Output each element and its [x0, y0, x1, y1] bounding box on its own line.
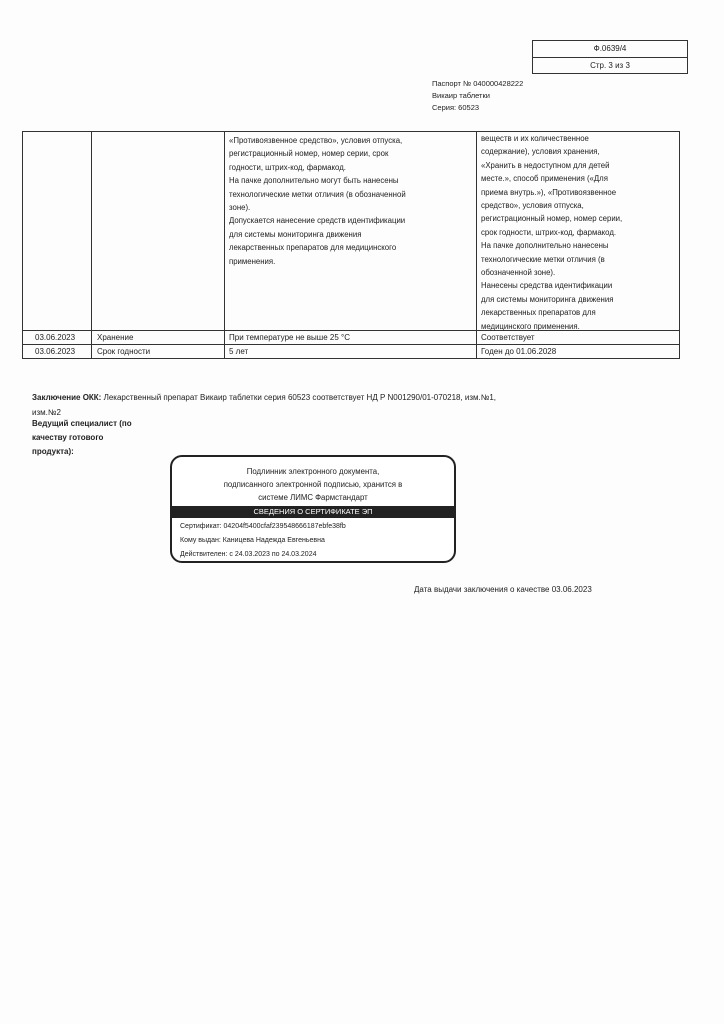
col-divider	[224, 132, 225, 358]
requirement-line: применения.	[229, 256, 276, 266]
product-name: Викаир таблетки	[432, 91, 490, 100]
requirement-line: годности, штрих-код, фармакод.	[229, 162, 346, 172]
row-date: 03.06.2023	[35, 347, 76, 356]
result-line: регистрационный номер, номер серии,	[481, 214, 623, 224]
results-text	[481, 132, 622, 333]
requirement-line: зоне).	[229, 203, 251, 213]
stamp-certificate: Сертификат: 04204f5400cfaf239548666187ebfe38fb	[180, 523, 346, 530]
result-line: средство», условия отпуска,	[481, 201, 584, 211]
result-line: медицинского применения.	[481, 321, 580, 331]
col-divider	[91, 132, 92, 358]
stamp-text: системе ЛИМС Фармстандарт	[258, 493, 368, 502]
stamp-issued-to: Кому выдан: Каницева Надежда Евгеньевна	[180, 537, 325, 544]
stamp-validity: Действителен: с 24.03.2023 по 24.03.2024	[180, 551, 317, 558]
requirement-line: На пачке дополнительно могут быть нанесены	[229, 176, 399, 186]
requirement-line: «Противоязвенное средство», условия отпуска,	[229, 136, 403, 145]
row-date: 03.06.2023	[35, 333, 76, 342]
result-line: приема внутрь.»), «Противоязвенное	[481, 187, 617, 197]
result-line: На пачке дополнительно нанесены	[481, 241, 609, 251]
stamp-band: СВЕДЕНИЯ О СЕРТИФИКАТЕ ЭП	[172, 506, 454, 518]
quality-table	[22, 131, 680, 359]
result-line: срок годности, штрих-код, фармакод.	[481, 227, 617, 237]
requirement-line: Допускается нанесение средств идентификации	[229, 216, 406, 226]
row-result: Годен до 01.06.2028	[481, 347, 557, 356]
row-result: Соответствует	[481, 333, 535, 342]
specialist-line: Ведущий специалист (по	[32, 419, 132, 428]
result-line: обозначенной зоне).	[481, 268, 556, 278]
e-signature-stamp	[170, 455, 456, 563]
conclusion-label: Заключение ОКК:	[32, 393, 102, 402]
stamp-text: подписанного электронной подписью, хранится в	[223, 480, 403, 489]
result-line: лекарственных препаратов для	[481, 308, 596, 318]
conclusion-text-cont: изм.№2	[32, 408, 61, 417]
requirement-line: лекарственных препаратов для медицинского	[229, 243, 397, 253]
row-requirement: При температуре не выше 25 °С	[229, 333, 350, 342]
stamp-text: Подлинник электронного документа,	[246, 467, 380, 476]
row-divider	[23, 344, 679, 345]
conclusion	[32, 390, 572, 420]
result-line: Нанесены средства идентификации	[481, 281, 613, 291]
passport-number: Паспорт № 040000428222	[432, 79, 524, 88]
result-line: веществ и их количественное	[481, 134, 589, 143]
result-line: содержание), условия хранения,	[481, 147, 600, 157]
conclusion-text: Лекарственный препарат Викаир таблетки серия 60523 соответствует НД Р N001290/01-070218, изм.№1,	[101, 393, 497, 402]
result-line: для системы мониторинга движения	[481, 294, 614, 304]
requirement-line: для системы мониторинга движения	[229, 229, 362, 239]
passport-info	[432, 78, 523, 114]
issue-date: Дата выдачи заключения о качестве 03.06.2023	[414, 585, 592, 594]
series-number: Серия: 60523	[432, 103, 480, 112]
form-code: Ф.0639/4	[593, 44, 627, 53]
row-requirement: 5 лет	[229, 347, 249, 356]
result-line: месте.», способ применения («Для	[481, 174, 608, 184]
requirements-text	[229, 134, 406, 268]
page-number: Стр. 3 из 3	[533, 57, 687, 74]
requirement-line: регистрационный номер, номер серии, срок	[229, 149, 389, 159]
row-parameter: Срок годности	[97, 347, 151, 356]
form-code-box	[532, 40, 688, 74]
specialist-line: продукта):	[32, 447, 74, 456]
col-divider	[476, 132, 477, 358]
requirement-line: технологические метки отличия (в обозначенной	[229, 189, 406, 199]
result-line: технологические метки отличия (в	[481, 254, 605, 264]
row-parameter: Хранение	[97, 333, 134, 342]
specialist-line: качеству готового	[32, 433, 104, 442]
result-line: «Хранить в недоступном для детей	[481, 160, 610, 170]
specialist-label	[32, 417, 132, 459]
